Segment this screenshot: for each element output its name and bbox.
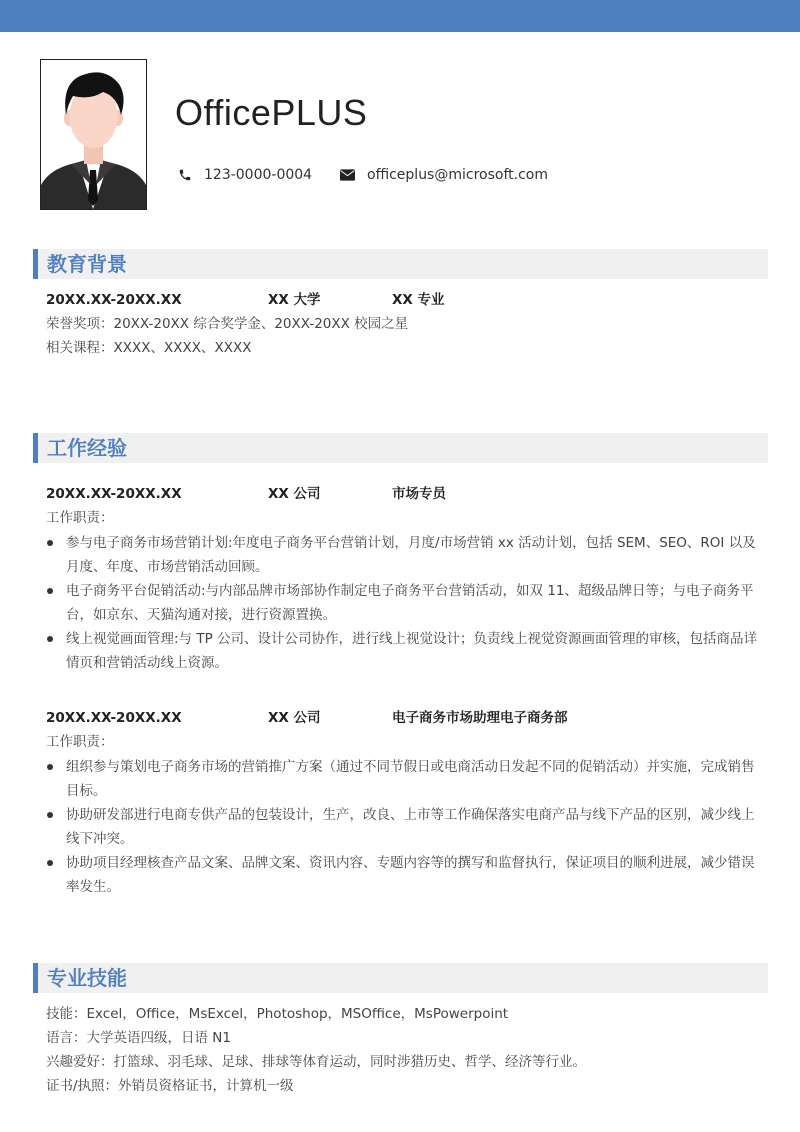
list-item: 电子商务平台促销活动:与内部品牌市场部协作制定电子商务平台营销活动，如双 11、超级品牌日等；与电子商务平台，如京东、天猫沟通对接，进行资源置换。 (46, 579, 766, 627)
list-item: 协助项目经理核查产品文案、品牌文案、资讯内容、专题内容等的撰写和监督执行，保证项目的顺利进展，减少错误率发生。 (46, 851, 766, 899)
phone-number: 123-0000-0004 (204, 167, 313, 183)
job-period: 20XX.XX-20XX.XX (46, 710, 182, 726)
avatar-illustration (41, 60, 146, 209)
list-item: 组织参与策划电子商务市场的营销推广方案（通过不同节假日或电商活动日发起不同的促销活动）并实施，完成销售目标。 (46, 755, 766, 803)
job-row (46, 707, 766, 729)
section-accent (33, 249, 38, 279)
job-duties-label: 工作职责： (46, 510, 114, 526)
job-role: 市场专员 (392, 486, 446, 502)
education-row (46, 289, 766, 311)
list-item: 协助研发部进行电商专供产品的包装设计，生产，改良、上市等工作确保落实电商产品与线下产品的区别，减少线上线下冲突。 (46, 803, 766, 851)
list-item: 参与电子商务市场营销计划:年度电子商务平台营销计划，月度/市场营销 xx 活动计划，包括 SEM、SEO、ROI 以及月度、年度、市场营销活动回顾。 (46, 531, 766, 579)
education-major: XX 专业 (392, 292, 445, 308)
education-courses: 相关课程：XXXX、XXXX、XXXX (46, 340, 252, 356)
education-honors: 荣誉奖项：20XX-20XX 综合奖学金、20XX-20XX 校园之星 (46, 316, 409, 332)
skills-certificates: 证书/执照：外销员资格证书，计算机一级 (46, 1078, 294, 1094)
email-address: officeplus@microsoft.com (367, 167, 548, 183)
candidate-name: OfficePLUS (175, 92, 368, 133)
skills-hobbies: 兴趣爱好：打篮球、羽毛球、足球、排球等体育运动，同时涉猎历史、哲学、经济等行业。 (46, 1054, 586, 1070)
job-period: 20XX.XX-20XX.XX (46, 486, 182, 502)
section-header-experience (33, 433, 768, 463)
job-role: 电子商务市场助理电子商务部 (392, 710, 568, 726)
section-header-skills (33, 963, 768, 993)
section-accent (33, 433, 38, 463)
job-duties-list (46, 755, 766, 899)
phone-icon (178, 168, 192, 182)
section-title: 专业技能 (47, 966, 127, 990)
section-title: 教育背景 (47, 252, 127, 276)
job-row (46, 483, 766, 505)
phone-contact (178, 165, 312, 185)
profile-photo (40, 59, 147, 210)
job-duties-list (46, 531, 766, 675)
section-title: 工作经验 (47, 436, 127, 460)
job-company: XX 公司 (268, 710, 321, 726)
section-header-education (33, 249, 768, 279)
section-accent (33, 963, 38, 993)
top-accent-bar (0, 0, 800, 32)
education-period: 20XX.XX-20XX.XX (46, 292, 182, 308)
skills-tools: 技能：Excel，Office，MsExcel，Photoshop，MSOffice，MsPowerpoint (46, 1006, 509, 1022)
list-item: 线上视觉画面管理:与 TP 公司、设计公司协作，进行线上视觉设计；负责线上视觉资源画面管理的审核，包括商品详情页和营销活动线上资源。 (46, 627, 766, 675)
skills-languages: 语言：大学英语四级，日语 N1 (46, 1030, 231, 1046)
job-company: XX 公司 (268, 486, 321, 502)
email-contact (340, 165, 548, 185)
education-school: XX 大学 (268, 292, 321, 308)
job-duties-label: 工作职责： (46, 734, 114, 750)
email-icon (340, 169, 355, 181)
